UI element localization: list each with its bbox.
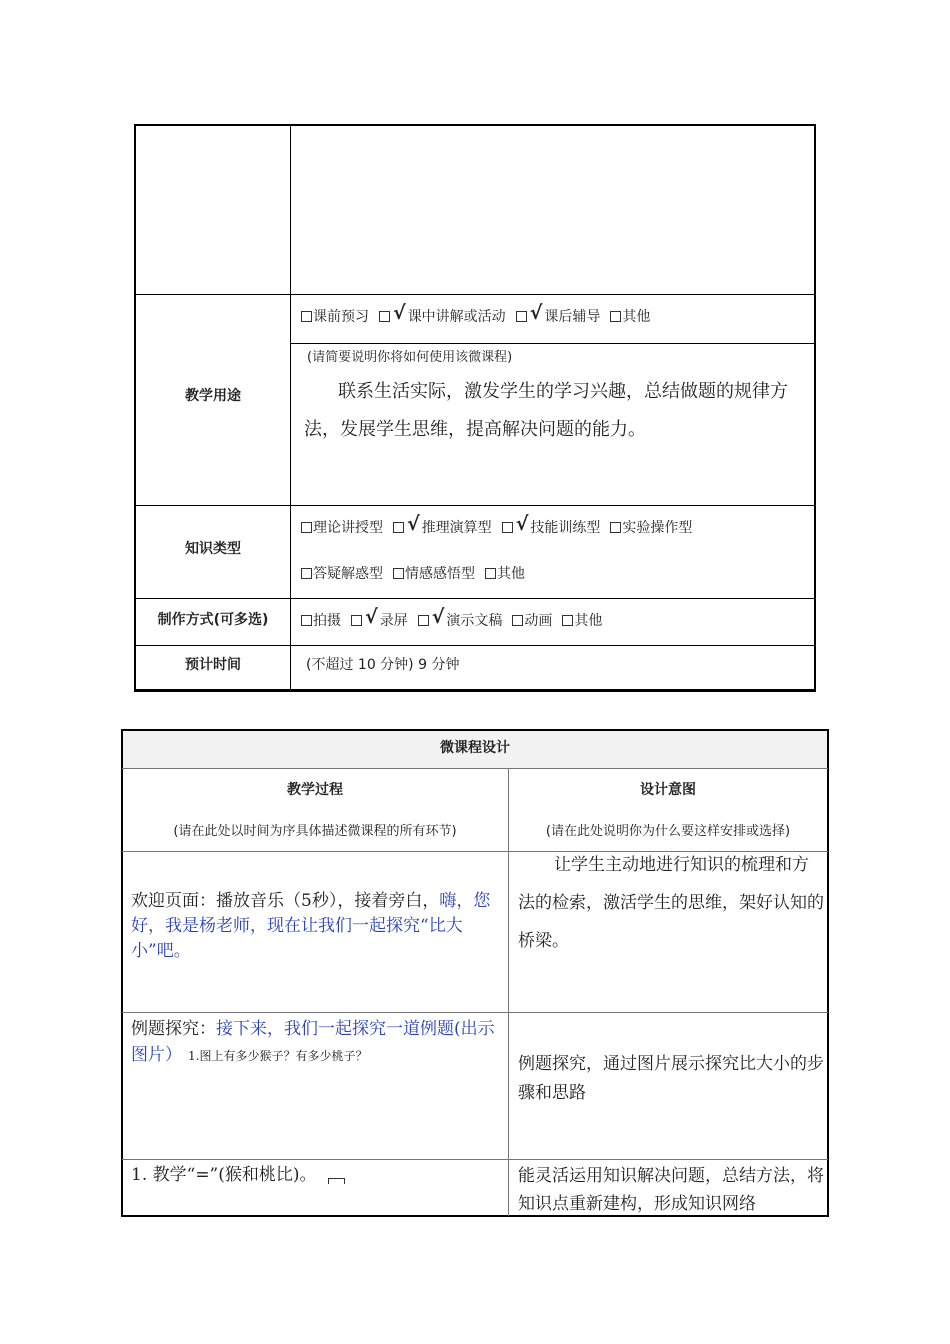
checkbox-icon[interactable]	[502, 522, 513, 533]
knowledge-type-option-0[interactable]	[301, 563, 383, 583]
usage-option-label: 课前预习	[313, 309, 369, 325]
knowledge-type-options-row2	[301, 563, 535, 583]
production-option-3[interactable]	[512, 610, 552, 630]
knowledge-type-option-2[interactable]	[485, 563, 525, 583]
checkbox-icon[interactable]	[301, 615, 312, 626]
col-intent-subheader: (请在此处说明你为什么要这样安排或选择)	[545, 824, 791, 839]
process-2-narration: 接下来，我们一起探究一道例题(出示图片）	[131, 1019, 495, 1065]
col-intent-header: 设计意图	[640, 782, 696, 798]
checkbox-icon[interactable]	[516, 311, 527, 322]
knowledge-type-option-label: 推理演算型	[421, 520, 492, 536]
knowledge-type-label: 知识类型	[185, 541, 241, 557]
empty-row-cell	[291, 126, 814, 294]
process-cell-2	[131, 1016, 507, 1069]
usage-option-label: 课后辅导	[544, 309, 601, 325]
knowledge-type-option-2[interactable]	[502, 515, 601, 537]
intent-cell-2: 例题探究，通过图片展示探究比大小的步骤和思路	[518, 1054, 824, 1103]
production-option-label: 动画	[524, 613, 553, 629]
design-table-title: 微课程设计	[440, 740, 510, 756]
knowledge-type-option-1[interactable]	[393, 563, 475, 583]
production-method-label: 制作方式(可多选)	[157, 612, 269, 628]
checkmark-icon: √	[431, 606, 445, 628]
checkbox-icon[interactable]	[485, 568, 496, 579]
knowledge-type-option-label: 答疑解惑型	[313, 566, 383, 582]
bracket-icon	[328, 1178, 345, 1184]
usage-note: (请简要说明你将如何使用该微课程)	[307, 350, 513, 365]
production-option-4[interactable]	[562, 610, 602, 630]
checkbox-icon[interactable]	[418, 615, 429, 626]
process-2-question: 1.图上有多少猴子？有多少桃子？	[188, 1049, 368, 1063]
checkmark-icon: √	[515, 513, 529, 535]
usage-label: 教学用途	[185, 388, 241, 404]
checkbox-icon[interactable]	[512, 615, 523, 626]
process-1-text: 欢迎页面：播放音乐（5秒），接着旁白，	[131, 891, 440, 911]
intent-cell-1: 让学生主动地进行知识的梳理和方法的检索，激活学生的思维，架好认知的桥梁。	[518, 855, 824, 951]
duration-value: (不超过 10 分钟) 9 分钟	[306, 657, 460, 673]
col-process-subheader: (请在此处以时间为序具体描述微课程的所有环节)	[173, 824, 457, 839]
process-3-text: 1. 教学“=”(猴和桃比)。	[131, 1165, 317, 1185]
knowledge-type-option-label: 情感感悟型	[405, 566, 475, 582]
usage-option-2[interactable]	[516, 304, 601, 326]
knowledge-type-option-0[interactable]	[301, 517, 383, 537]
duration-label: 预计时间	[185, 657, 241, 673]
checkmark-icon: √	[407, 513, 420, 535]
process-1-narration: 嗨，您好，我是杨老师，现在让我们一起探究“比大小”吧。	[131, 891, 491, 961]
checkbox-icon[interactable]	[379, 311, 390, 322]
usage-option-0[interactable]	[301, 306, 369, 326]
usage-options	[301, 304, 660, 326]
knowledge-type-option-1[interactable]	[393, 515, 492, 537]
production-option-label: 其他	[574, 613, 603, 629]
knowledge-type-option-label: 其他	[497, 566, 525, 582]
process-2-text: 例题探究：	[131, 1019, 216, 1039]
production-option-label: 演示文稿	[446, 613, 503, 629]
knowledge-type-option-label: 技能训练型	[530, 520, 601, 536]
production-option-label: 拍摄	[313, 613, 341, 629]
checkbox-icon[interactable]	[393, 522, 404, 533]
knowledge-type-option-label: 实验操作型	[622, 520, 693, 536]
knowledge-type-option-3[interactable]	[610, 517, 692, 537]
checkmark-icon: √	[529, 302, 543, 324]
checkmark-icon: √	[393, 302, 406, 324]
usage-option-1[interactable]	[379, 304, 506, 326]
usage-option-label: 其他	[622, 309, 651, 325]
process-cell-1	[131, 889, 503, 964]
process-cell-3	[131, 1163, 503, 1187]
checkbox-icon[interactable]	[610, 522, 621, 533]
checkbox-icon[interactable]	[610, 311, 621, 322]
knowledge-type-option-label: 理论讲授型	[313, 520, 383, 536]
production-method-options	[301, 608, 612, 630]
production-option-0[interactable]	[301, 610, 341, 630]
intent-cell-3: 能灵活运用知识解决问题，总结方法，将知识点重新建构，形成知识网络	[518, 1166, 824, 1214]
production-option-1[interactable]	[351, 608, 408, 630]
checkbox-icon[interactable]	[301, 568, 312, 579]
usage-option-label: 课中讲解或活动	[407, 309, 506, 325]
checkmark-icon: √	[365, 606, 378, 628]
col-process-header: 教学过程	[287, 782, 343, 798]
checkbox-icon[interactable]	[301, 311, 312, 322]
checkbox-icon[interactable]	[351, 615, 362, 626]
checkbox-icon[interactable]	[301, 522, 312, 533]
knowledge-type-options-row1	[301, 515, 702, 537]
usage-description: 联系生活实际，激发学生的学习兴趣，总结做题的规律方法，发展学生思维，提高解决问题的能力。	[304, 381, 788, 440]
production-option-2[interactable]	[418, 608, 503, 630]
checkbox-icon[interactable]	[393, 568, 404, 579]
production-option-label: 录屏	[379, 613, 408, 629]
checkbox-icon[interactable]	[562, 615, 573, 626]
usage-option-3[interactable]	[610, 306, 650, 326]
